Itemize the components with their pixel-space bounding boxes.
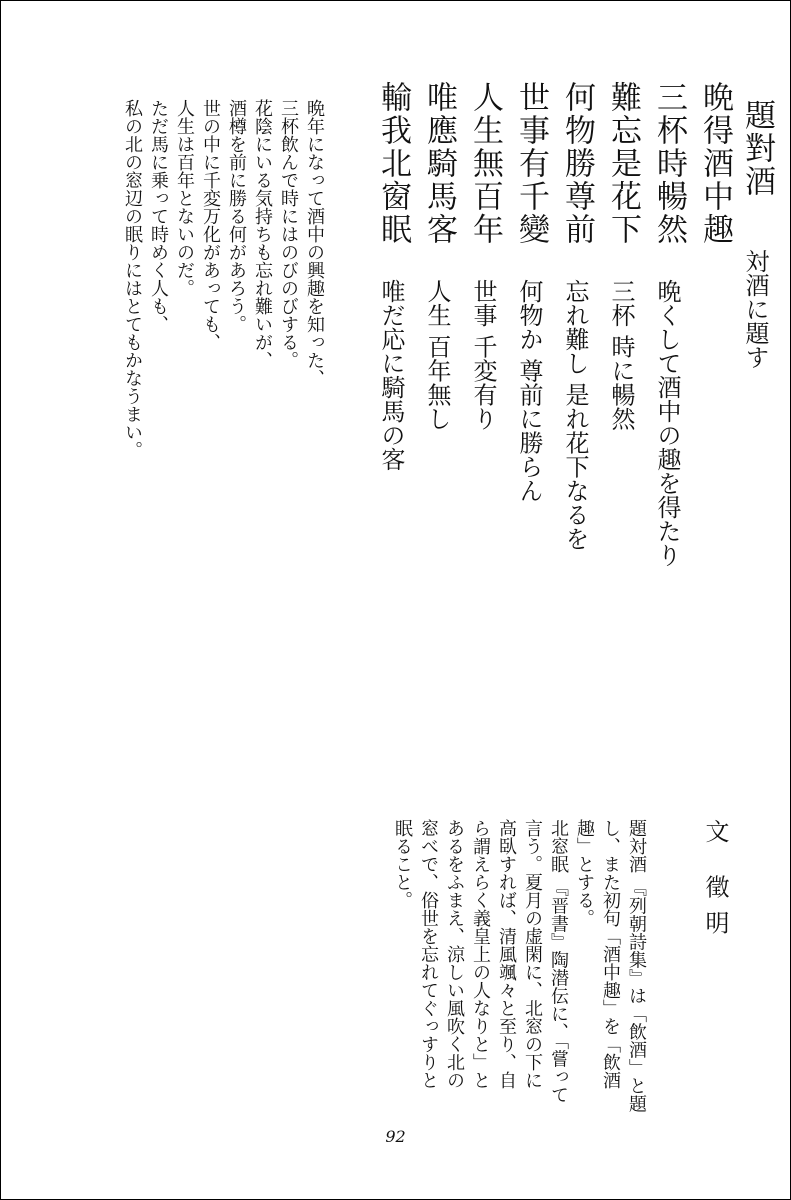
translation-line: 世の中に千変万化があっても、 (200, 99, 221, 351)
reading-line: 世事 千変有り (469, 279, 497, 431)
translation-line: ただ馬に乗って時めく人も、 (148, 99, 169, 333)
reading-line: 三杯 時に暢然 (607, 279, 635, 431)
reading-line: 人生 百年無し (423, 279, 451, 431)
reading-line: 何物か 尊前に勝らん (515, 279, 543, 503)
note-line: 窓べで、俗世を忘れてぐっすりと (418, 819, 439, 1089)
poem-line: 唯應騎馬客 (421, 81, 457, 246)
translation-line: 酒樽を前に勝る何があろう。 (226, 99, 247, 333)
poem-line: 世事有千變 (513, 81, 549, 246)
author-name: 文 徵明 (701, 819, 729, 947)
poem-line: 何物勝尊前 (559, 81, 595, 246)
note-line: 趣」とする。 (574, 819, 595, 927)
note-line: 高臥すれば、清風颯々と至り、自 (496, 819, 517, 1089)
translation-line: 花陰にいる気持ちも忘れ難いが、 (252, 99, 273, 369)
note-line: あるをふまえ、涼しい風吹く北の (444, 819, 465, 1089)
note-line: 北窓眠 『晋書』陶潜伝に、「嘗って (548, 819, 569, 1104)
translation-line: 晩年になって酒中の興趣を知った、 (304, 99, 325, 387)
poem-line: 三杯時暢然 (651, 81, 687, 246)
note-line: ら謂えらく義皇上の人なりと」と (470, 819, 491, 1089)
reading-line: 忘れ難し 是れ花下なるを (561, 279, 589, 551)
poem-line: 晩得酒中趣 (697, 81, 733, 246)
reading-line: 唯だ応に騎馬の客 (377, 279, 405, 471)
note-line: 題対酒 『列朝詩集』は「飲酒」と題 (626, 819, 647, 1113)
poem-line: 人生無百年 (467, 81, 503, 246)
poem-line: 輸我北窗眠 (375, 81, 411, 246)
reading-line: 晩くして酒中の趣を得たり (653, 279, 681, 567)
translation-line: 人生は百年とないのだ。 (174, 99, 195, 297)
note-line: 言う。夏月の虚閑に、北窓の下に (522, 819, 543, 1089)
page-number: 92 (385, 1127, 406, 1146)
poem-title: 題對酒 (739, 99, 775, 198)
note-line: 眠ること。 (392, 819, 413, 909)
reading-title: 対酒に題す (741, 249, 769, 369)
translation-line: 私の北の窓辺の眠りにはとてもかなうまい。 (122, 99, 143, 459)
poem-line: 難忘是花下 (605, 81, 641, 246)
note-line: し、また初句「酒中趣」を「飲酒 (600, 819, 621, 1089)
translation-line: 三杯飲んで時にはのびのびする。 (278, 99, 299, 369)
